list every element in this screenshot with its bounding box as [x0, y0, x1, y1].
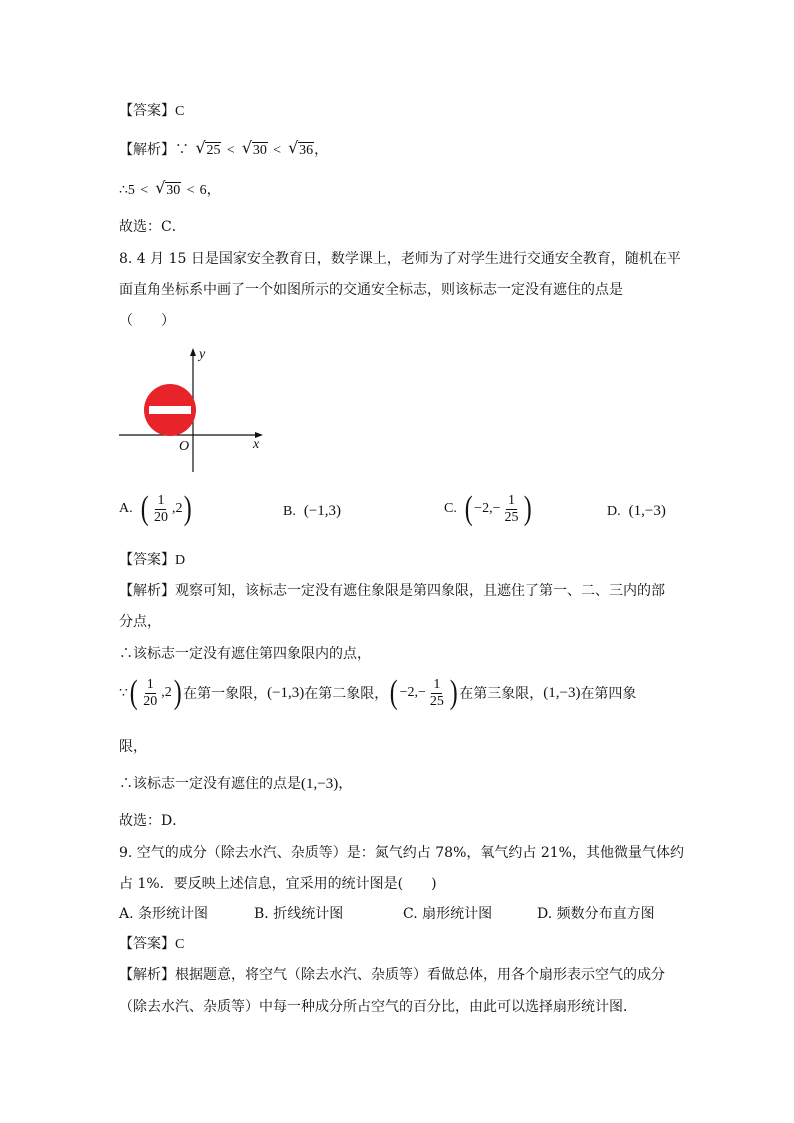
q8-answer: D [175, 553, 186, 568]
q8-analysis-line-2: 分点， [119, 614, 161, 630]
q9-stem-2: 占 1%．要反映上述信息，宜采用的统计图是( ) [119, 876, 437, 892]
origin-label: O [179, 439, 190, 454]
q8-analysis-line-1: 【解析】观察可知，该标志一定没有遮住象限是第四象限，且遮住了第一、二、三内的部 [119, 583, 665, 599]
answer-label: 【答案】 [119, 552, 175, 568]
q8-analysis-line-5: 限， [119, 739, 147, 755]
six: 6 [199, 183, 207, 198]
q9-option-d[interactable]: D. 频数分布直方图 [537, 906, 655, 922]
q9-answer: C [175, 937, 185, 952]
answer-label: 【答案】 [119, 103, 175, 119]
q8-option-c[interactable]: C. ( −2,− $\frac{1}{25}$ ) [444, 490, 533, 527]
q9-option-a[interactable]: A. 条形统计图 [119, 906, 209, 922]
q8-option-d[interactable]: D. (1,−3) [607, 503, 666, 519]
sqrt-30: √ 30 [242, 140, 268, 161]
q7-analysis-line [119, 140, 328, 161]
q8-stem-2: 面直角坐标系中画了一个如图所示的交通安全标志，则该标志一定没有遮住的点是 [119, 282, 623, 298]
q8-analysis-line-4: ∵ ( $\frac{1}{20}$ ,2 ) 在第一象限， (−1,3) 在第二象限， ( −2,− $\frac{1}{25}$ ) 在第三象限， (1,−3) 在第四象 [119, 674, 637, 711]
x-axis-label: x [253, 437, 260, 452]
q7-choose: 故选：C． [119, 219, 186, 235]
q9-option-c[interactable]: C. 扇形统计图 [403, 906, 493, 922]
lt-symbol: < [272, 143, 282, 158]
analysis-label: 【解析】 [119, 967, 175, 983]
q8-answer-line [119, 550, 185, 571]
lt-symbol: < [185, 183, 196, 198]
y-axis-label: y [199, 347, 206, 362]
q9-stem-1: 9. 空气的成分（除去水汽、杂质等）是：氮气约占 78%，氧气约占 21%，其他微量气体约 [119, 845, 684, 861]
q8-option-b[interactable]: B. (−1,3) [283, 503, 342, 519]
q9-analysis-line-2: （除去水汽、杂质等）中每一种成分所占空气的百分比，由此可以选择扇形统计图． [119, 999, 637, 1015]
q8-conclusion: ∴该标志一定没有遮住的点是(1,−3)， [119, 776, 353, 792]
q9-answer-line [119, 934, 184, 955]
sqrt-30: √ 30 [155, 180, 181, 201]
analysis-label: 【解析】 [119, 583, 175, 599]
q7-answer-line [119, 101, 184, 122]
lt-symbol: < [139, 183, 149, 198]
lt-symbol: < [225, 143, 236, 158]
q9-option-b[interactable]: B. 折线统计图 [254, 906, 344, 922]
sqrt-25: √ 25 [195, 140, 221, 161]
therefore-symbol: ∴ [119, 182, 128, 198]
answer-label: 【答案】 [119, 936, 175, 952]
q9-analysis-line-1: 【解析】根据题意，将空气（除去水汽、杂质等）看做总体，用各个扇形表示空气的成分 [119, 967, 665, 983]
comma: ， [206, 182, 221, 198]
q8-option-a[interactable]: A. ( $\frac{1}{20}$ ,2 ) [119, 490, 193, 527]
because-symbol: ∵ [175, 142, 189, 158]
q8-analysis-line-3: ∴该标志一定没有遮住第四象限内的点， [119, 646, 371, 662]
sign-bar [149, 406, 191, 414]
q7-answer: C [175, 104, 185, 119]
q8-choose: 故选：D． [119, 813, 187, 829]
q8-stem-1: 8. 4 月 15 日是国家安全教育日，数学课上，老师为了对学生进行交通安全教育，随机在平 [119, 251, 681, 267]
five: 5 [127, 183, 135, 198]
analysis-label: 【解析】 [119, 142, 175, 158]
q8-stem-3: （ ） [119, 313, 175, 329]
q7-therefore-line [119, 180, 221, 201]
sqrt-36: √ 36 [288, 140, 314, 161]
y-axis-arrow-icon [190, 348, 196, 356]
q8-figure [115, 340, 275, 480]
comma: ， [314, 142, 329, 158]
